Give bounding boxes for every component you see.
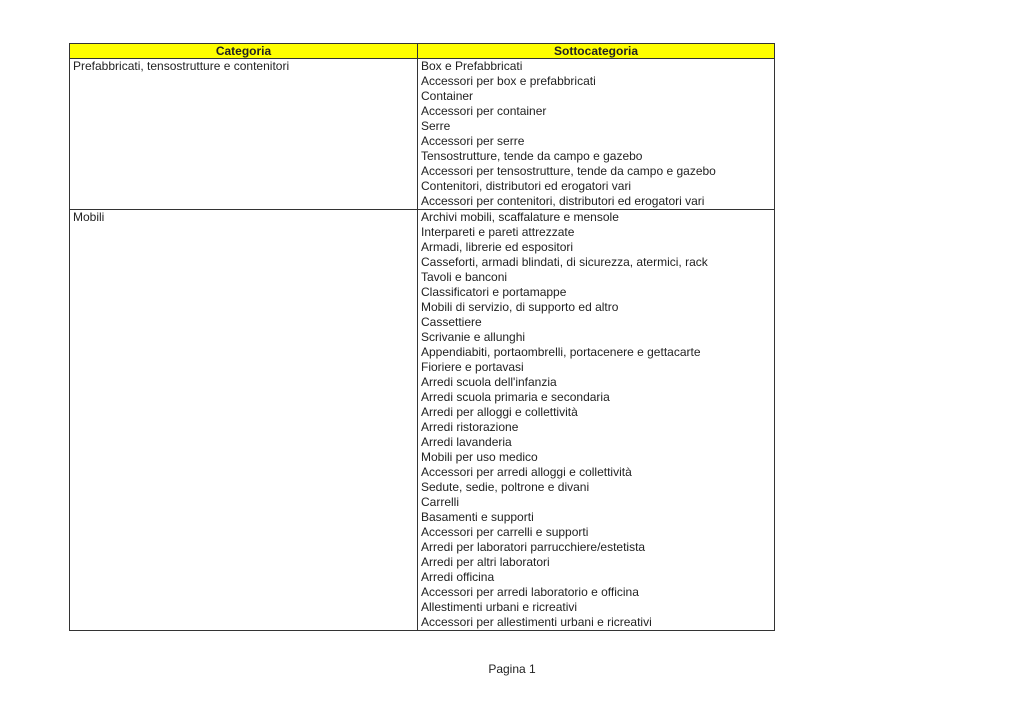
subcategory-item: Appendiabiti, portaombrelli, portacenere e gettacarte [421, 345, 701, 359]
subcategory-item: Contenitori, distributori ed erogatori vari [421, 179, 632, 193]
subcategory-item: Casseforti, armadi blindati, di sicurezza, atermici, rack [421, 255, 708, 269]
subcategory-item: Accessori per allestimenti urbani e ricreativi [421, 615, 652, 629]
subcategory-item: Scrivanie e allunghi [421, 330, 526, 344]
subcategory-item: Accessori per arredi laboratorio e officina [421, 585, 639, 599]
subcategory-item: Mobili per uso medico [421, 450, 538, 464]
subcategory-item: Arredi officina [421, 570, 495, 584]
subcategory-item: Archivi mobili, scaffalature e mensole [421, 210, 619, 224]
subcategory-item: Accessori per tensostrutture, tende da campo e gazebo [421, 164, 716, 178]
subcategory-item: Arredi lavanderia [421, 435, 512, 449]
subcategory-cell [418, 59, 775, 210]
subcategory-item: Allestimenti urbani e ricreativi [421, 600, 578, 614]
category-table [69, 43, 775, 631]
header-subcategory: Sottocategoria [418, 44, 775, 59]
subcategory-item: Fioriere e portavasi [421, 360, 524, 374]
subcategory-item: Box e Prefabbricati [421, 59, 523, 73]
page-number: Pagina 1 [488, 662, 536, 676]
subcategory-item: Tavoli e banconi [421, 270, 508, 284]
category-cell: Mobili [70, 210, 418, 631]
subcategory-item: Arredi per alloggi e collettività [421, 405, 578, 419]
subcategory-item: Classificatori e portamappe [421, 285, 567, 299]
subcategory-item: Mobili di servizio, di supporto ed altro [421, 300, 619, 314]
subcategory-cell [418, 210, 775, 631]
table-row [70, 210, 775, 631]
subcategory-item: Arredi ristorazione [421, 420, 519, 434]
table-body [70, 59, 775, 631]
subcategory-item: Serre [421, 119, 451, 133]
subcategory-item: Interpareti e pareti attrezzate [421, 225, 575, 239]
subcategory-item: Accessori per box e prefabbricati [421, 74, 596, 88]
subcategory-item: Carrelli [421, 495, 460, 509]
subcategory-item: Cassettiere [421, 315, 482, 329]
subcategory-item: Arredi per laboratori parrucchiere/estetista [421, 540, 646, 554]
subcategory-item: Tensostrutture, tende da campo e gazebo [421, 149, 643, 163]
subcategory-item: Accessori per serre [421, 134, 525, 148]
subcategory-item: Accessori per contenitori, distributori ed erogatori vari [421, 194, 705, 208]
table-row [70, 59, 775, 210]
category-cell: Prefabbricati, tensostrutture e contenitori [70, 59, 418, 210]
subcategory-item: Accessori per arredi alloggi e collettività [421, 465, 632, 479]
subcategory-item: Arredi scuola dell'infanzia [421, 375, 557, 389]
subcategory-item: Accessori per container [421, 104, 547, 118]
subcategory-item: Container [421, 89, 474, 103]
subcategory-item: Armadi, librerie ed espositori [421, 240, 574, 254]
subcategory-item: Accessori per carrelli e supporti [421, 525, 589, 539]
subcategory-item: Arredi scuola primaria e secondaria [421, 390, 610, 404]
header-row [70, 44, 775, 59]
subcategory-item: Arredi per altri laboratori [421, 555, 550, 569]
subcategory-item: Basamenti e supporti [421, 510, 534, 524]
subcategory-item: Sedute, sedie, poltrone e divani [421, 480, 590, 494]
header-category: Categoria [70, 44, 418, 59]
